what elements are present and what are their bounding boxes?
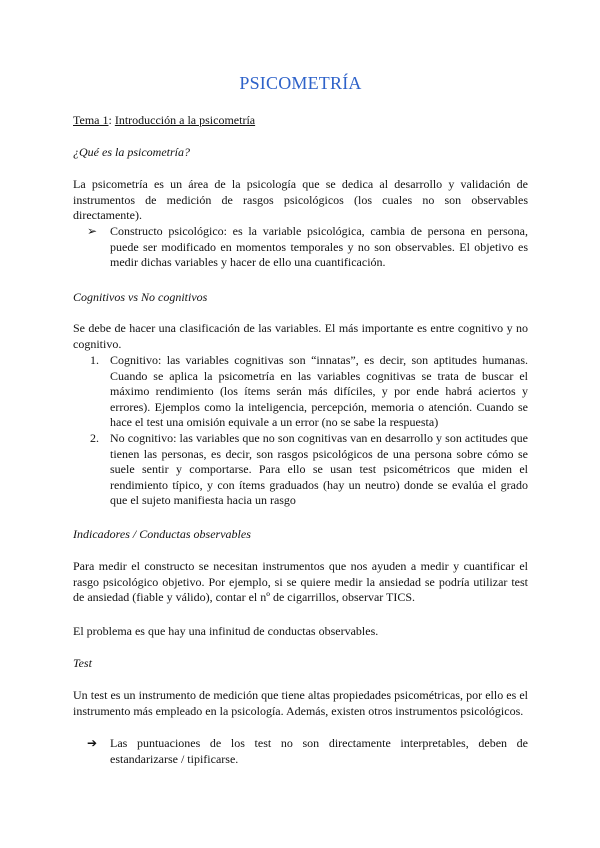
list-marker-1: 1.	[90, 353, 99, 367]
paragraph-test: Un test es un instrumento de medición que tiene altas propiedades psicométricas, por ello es el instrumento más empleado en la psicología. Además, existen otros instrumentos psicológicos.	[73, 688, 528, 718]
page-title: PSICOMETRÍA	[239, 73, 362, 93]
topic-prefix: Tema 1	[73, 113, 109, 127]
paragraph-definition: La psicometría es un área de la psicología que se dedica al desarrollo y validación de instrumentos de medición de rasgos psicológicos (los cuales no son observables directamente).	[73, 177, 528, 222]
bullet-puntuaciones: Las puntuaciones de los test no son directamente interpretables, deben de estandarizarse / tipificarse.	[110, 736, 528, 766]
topic-name: Introducción a la psicometría	[114, 113, 256, 127]
paragraph-clasificacion: Se debe de hacer una clasificación de las variables. El más importante es entre cognitivo y no cognitivo.	[73, 321, 528, 351]
list-item-no-cognitivo: No cognitivo: las variables que no son cognitivas van en desarrollo y son actitudes que tienen las personas, es decir, son rasgos psicológicos de una persona sobre cómo se suele sentir y comportarse. Para ello se usan test psicométricos que miden el rendimiento típico, y con ítems graduados (hay un neutro) donde se evalúa el grado que el sujeto manifiesta hacia un rasgo	[110, 431, 528, 507]
paragraph-problema: El problema es que hay una infinitud de conductas observables.	[73, 624, 379, 638]
list-marker-2: 2.	[90, 431, 99, 445]
bullet-constructo: Constructo psicológico: es la variable psicológica, cambia de persona en persona, puede ser modificado en momentos temporales y no son observables. El objetivo es medir dichas variables y hacer de ello una cuantificación.	[110, 224, 528, 269]
heading-cognitivos: Cognitivos vs No cognitivos	[73, 290, 208, 304]
topic-separator: :	[108, 113, 115, 127]
heading-indicadores: Indicadores / Conductas observables	[73, 527, 251, 541]
heading-test: Test	[73, 656, 92, 670]
arrow-bullet-icon: ➢	[87, 224, 98, 238]
paragraph-medir: Para medir el constructo se necesitan instrumentos que nos ayuden a medir y cuantificar el rasgo psicológico objetivo. Por ejemplo, si se quiere medir la ansiedad se podría utilizar test de ansiedad (fiable y válido), contar el nº de cigarrillos, observar TICS.	[73, 559, 528, 604]
topic-line	[73, 113, 528, 129]
arrow-right-icon: ➔	[87, 736, 98, 750]
list-item-cognitivo: Cognitivo: las variables cognitivas son “innatas”, es decir, son aptitudes humanas. Cuando se aplica la psicometría en las variables cognitivas se trata de buscar el máximo rendimiento (los ítems serán más difíciles, y por ende habrá aciertos y errores). Ejemplos como la inteligencia, percepción, memoria o atención. Cuando se hace el test una omisión equivale a un error (no se sabe la respuesta)	[110, 353, 528, 429]
heading-que-es: ¿Qué es la psicometría?	[73, 145, 190, 159]
